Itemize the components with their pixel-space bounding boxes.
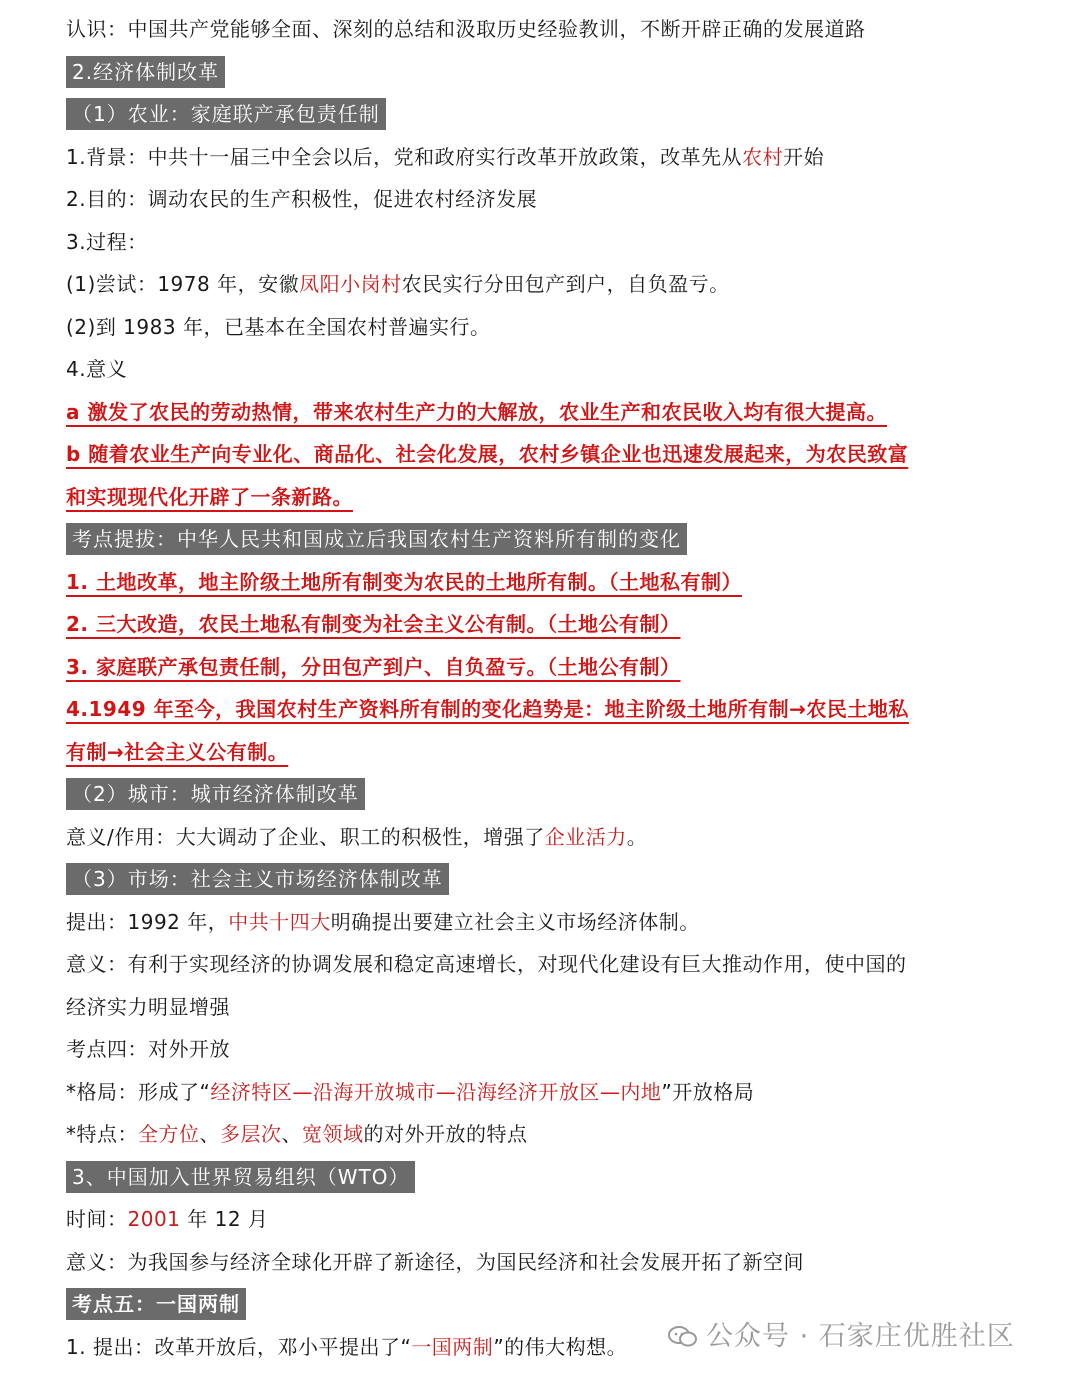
key-point-text: 2. 三大改造，农民土地私有制变为社会主义公有制。（土地公有制）	[66, 612, 681, 636]
text-segment: 明确提出要建立社会主义市场经济体制。	[330, 909, 700, 934]
text-segment: 意义：有利于实现经济的协调发展和稳定高速增长，对现代化建设有巨大推动作用，使中国的	[66, 952, 907, 976]
text-segment: 、	[199, 1122, 220, 1146]
section-heading: （2）城市：城市经济体制改革	[66, 778, 365, 810]
text-line	[66, 263, 1026, 306]
text-segment: 开始	[783, 144, 825, 169]
section-heading: 3、中国加入世界贸易组织（WTO）	[66, 1161, 415, 1193]
text-line	[66, 93, 1026, 136]
text-segment: 年 12 月	[180, 1207, 269, 1231]
text-line	[66, 1156, 1026, 1199]
text-line	[66, 986, 1026, 1029]
text-line	[66, 688, 1026, 731]
text-line	[66, 178, 1026, 221]
text-segment: 认识：中国共产党能够全面、深刻的总结和汲取历史经验教训，不断开辟正确的发展道路	[66, 17, 866, 41]
highlighted-keyword: 凤阳小岗村	[299, 272, 402, 296]
highlighted-keyword: 一国两制	[411, 1334, 494, 1359]
section-heading: 考点五：一国两制	[66, 1288, 246, 1320]
highlighted-keyword: 宽领域	[302, 1122, 364, 1146]
text-line	[66, 306, 1026, 349]
text-segment: 4.意义	[66, 357, 128, 381]
highlighted-keyword: 中共十四大	[228, 909, 331, 934]
text-segment: *格局：形成了“	[66, 1079, 211, 1104]
text-line	[66, 603, 1026, 646]
text-line	[66, 561, 1026, 604]
highlighted-keyword: 多层次	[220, 1122, 282, 1146]
text-line	[66, 518, 1026, 561]
text-line	[66, 433, 1026, 476]
text-line	[66, 221, 1026, 264]
text-segment: 。	[626, 824, 648, 849]
text-segment: 经济实力明显增强	[66, 994, 230, 1019]
key-point-text: 4.1949 年至今，我国农村生产资料所有制的变化趋势是：地主阶级土地所有制→农民土地私	[66, 697, 909, 721]
section-heading: 考点提拔：中华人民共和国成立后我国农村生产资料所有制的变化	[66, 523, 687, 555]
document-page	[66, 8, 1026, 1368]
text-line	[66, 901, 1026, 944]
text-segment: 、	[281, 1122, 302, 1146]
highlighted-keyword: 2001	[127, 1207, 181, 1231]
text-line	[66, 816, 1026, 859]
key-point-text: 3. 家庭联产承包责任制，分田包产到户、自负盈亏。（土地公有制）	[66, 654, 681, 679]
text-segment: 意义/作用：大大调动了企业、职工的积极性，增强了	[66, 824, 545, 849]
text-line	[66, 1113, 1026, 1156]
text-line	[66, 136, 1026, 179]
section-heading: （3）市场：社会主义市场经济体制改革	[66, 863, 449, 895]
text-segment: 1.背景：中共十一届三中全会以后，党和政府实行改革开放政策，改革先从	[66, 144, 743, 169]
text-segment: (1)尝试：1978 年，安徽	[66, 272, 300, 296]
highlighted-keyword: 农村	[742, 144, 784, 169]
text-segment: (2)到 1983 年，已基本在全国农村普遍实行。	[66, 314, 491, 339]
section-heading: 2.经济体制改革	[66, 56, 225, 88]
text-line	[66, 476, 1026, 519]
text-segment: 的对外开放的特点	[363, 1122, 528, 1146]
text-segment: ”开放格局	[661, 1079, 755, 1104]
key-point-text: a 激发了农民的劳动热情，带来农村生产力的大解放，农业生产和农民收入均有很大提高。	[66, 399, 887, 424]
text-line	[66, 1198, 1026, 1241]
text-line	[66, 943, 1026, 986]
text-segment: 考点四：对外开放	[66, 1037, 230, 1061]
text-segment: ”的伟大构想。	[493, 1334, 628, 1359]
text-segment: 农民实行分田包产到户，自负盈亏。	[401, 272, 730, 296]
highlighted-keyword: 全方位	[138, 1122, 200, 1146]
text-segment: 意义：为我国参与经济全球化开辟了新途径，为国民经济和社会发展开拓了新空间	[66, 1249, 804, 1274]
text-line	[66, 1028, 1026, 1071]
text-line	[66, 51, 1026, 94]
key-point-text: 1. 土地改革，地主阶级土地所有制变为农民的土地所有制。（土地私有制）	[66, 569, 742, 594]
text-segment: 1. 提出：改革开放后，邓小平提出了“	[66, 1334, 412, 1359]
text-line	[66, 1241, 1026, 1284]
text-line	[66, 1071, 1026, 1114]
watermark	[668, 1314, 1015, 1353]
text-line	[66, 348, 1026, 391]
watermark-text: 公众号 · 石家庄优胜社区	[706, 1321, 1015, 1352]
key-point-text: 有制→社会主义公有制。	[66, 739, 289, 764]
text-segment: 3.过程：	[66, 229, 148, 254]
wechat-icon	[668, 1326, 698, 1348]
highlighted-keyword: 经济特区—沿海开放城市—沿海经济开放区—内地	[210, 1079, 662, 1104]
text-segment: 提出：1992 年，	[66, 909, 229, 934]
text-line	[66, 8, 1026, 51]
text-line	[66, 773, 1026, 816]
text-line	[66, 391, 1026, 434]
key-point-text: b 随着农业生产向专业化、商品化、社会化发展，农村乡镇企业也迅速发展起来，为农民致富	[66, 442, 909, 466]
key-point-text: 和实现现代化开辟了一条新路。	[66, 484, 353, 509]
text-line	[66, 646, 1026, 689]
highlighted-keyword: 企业活力	[544, 824, 627, 849]
text-segment: 时间：	[66, 1207, 128, 1231]
text-segment: *特点：	[66, 1122, 138, 1146]
text-line	[66, 858, 1026, 901]
text-line	[66, 731, 1026, 774]
section-heading: （1）农业：家庭联产承包责任制	[66, 98, 386, 130]
text-segment: 2.目的：调动农民的生产积极性，促进农村经济发展	[66, 187, 538, 211]
